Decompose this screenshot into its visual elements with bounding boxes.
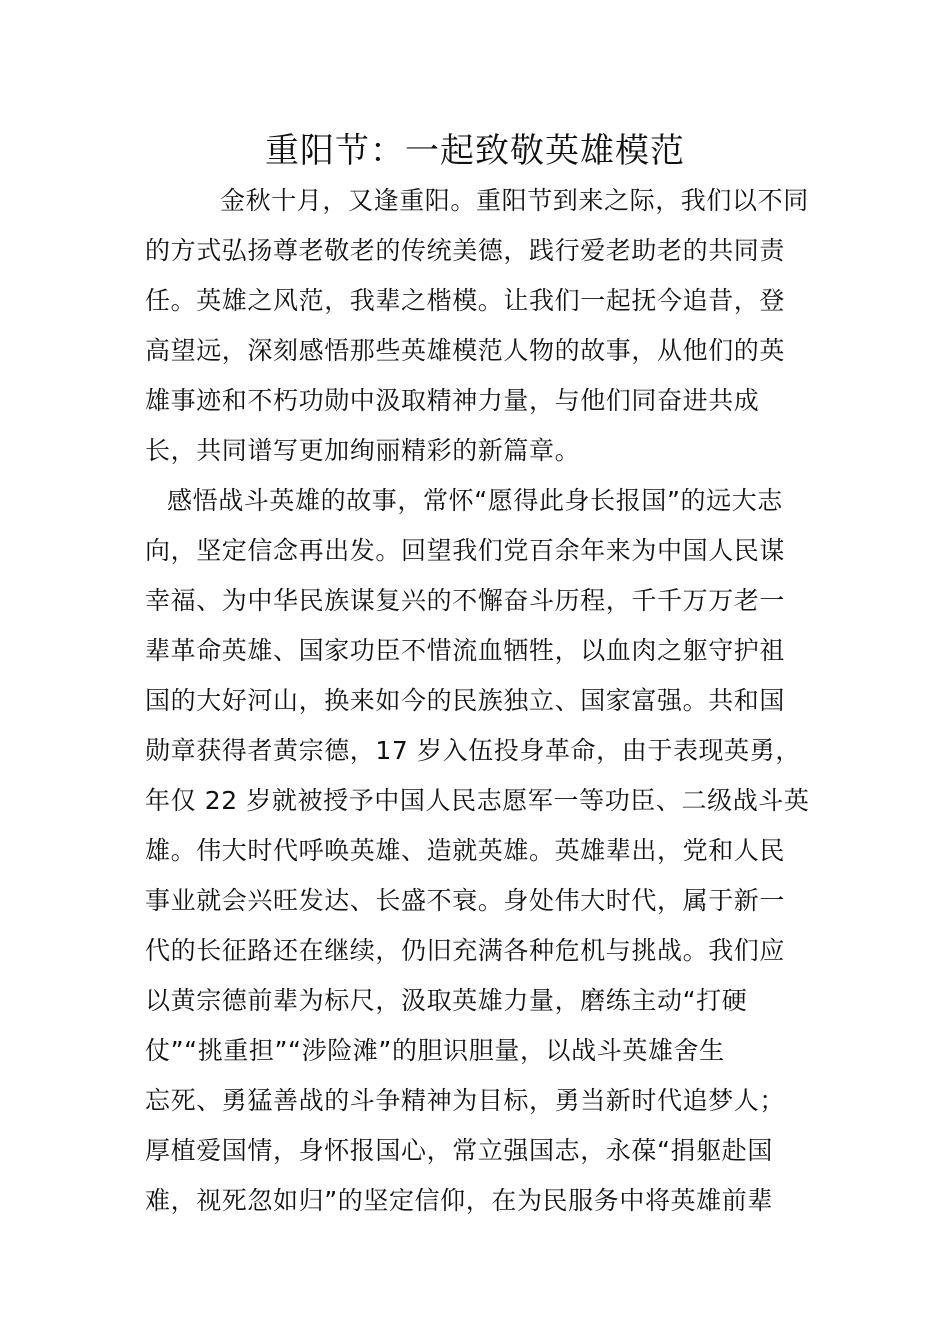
paragraph-line: 感悟战斗英雄的故事，常怀“愿得此身长报国”的远大志	[167, 486, 783, 515]
paragraph-line: 年仅 22 岁就被授予中国人民志愿军一等功臣、二级战斗英	[145, 786, 810, 815]
paragraph-line: 幸福、为中华民族谋复兴的不懈奋斗历程，千千万万老一	[145, 586, 786, 615]
paragraph-line: 厚植爱国情，身怀报国心，常立强国志，永葆“捐躯赴国	[145, 1136, 773, 1165]
paragraph-line: 高望远，深刻感悟那些英雄模范人物的故事，从他们的英	[145, 336, 786, 365]
paragraph-line: 仗”“挑重担”“涉险滩”的胆识胆量，以战斗英雄舍生	[145, 1036, 725, 1065]
paragraph-line: 忘死、勇猛善战的斗争精神为目标，勇当新时代追梦人；	[145, 1086, 786, 1115]
paragraph-line: 的方式弘扬尊老敬老的传统美德，践行爱老助老的共同责	[145, 236, 786, 265]
paragraph-line: 事业就会兴旺发达、长盛不衰。身处伟大时代，属于新一	[145, 886, 786, 915]
paragraph-line: 国的大好河山，换来如今的民族独立、国家富强。共和国	[145, 686, 786, 715]
document-title: 重阳节：一起致敬英雄模范	[265, 131, 685, 171]
paragraph-line: 雄事迹和不朽功勋中汲取精神力量，与他们同奋进共成	[145, 386, 760, 415]
paragraph-line: 向，坚定信念再出发。回望我们党百余年来为中国人民谋	[145, 536, 786, 565]
paragraph-line: 任。英雄之风范，我辈之楷模。让我们一起抚今追昔，登	[145, 286, 786, 315]
paragraph-line: 以黄宗德前辈为标尺，汲取英雄力量，磨练主动“打硬	[145, 986, 748, 1015]
paragraph-line: 雄。伟大时代呼唤英雄、造就英雄。英雄辈出，党和人民	[145, 836, 786, 865]
paragraph-line: 代的长征路还在继续，仍旧充满各种危机与挑战。我们应	[145, 936, 786, 965]
paragraph-line: 难，视死忽如归”的坚定信仰，在为民服务中将英雄前辈	[145, 1186, 773, 1215]
paragraph-line: 辈革命英雄、国家功臣不惜流血牺牲，以血肉之躯守护祖	[145, 636, 786, 665]
paragraph-line: 勋章获得者黄宗德，17 岁入伍投身革命，由于表现英勇，	[145, 736, 801, 765]
paragraph-line: 长，共同谱写更加绚丽精彩的新篇章。	[145, 436, 581, 465]
paragraph-line: 金秋十月，又逢重阳。重阳节到来之际，我们以不同	[220, 186, 809, 215]
